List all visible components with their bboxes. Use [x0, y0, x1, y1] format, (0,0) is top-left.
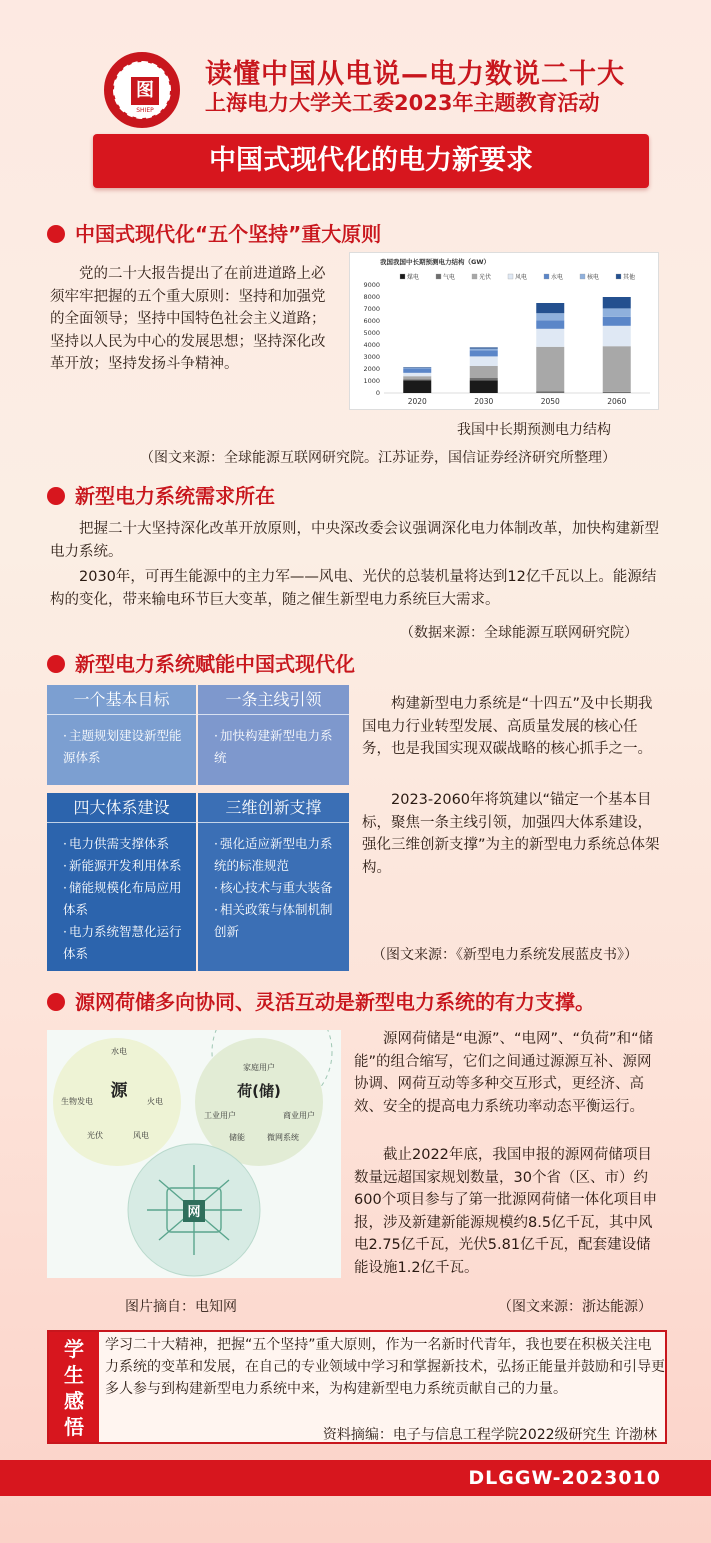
card-list [47, 823, 196, 965]
bar-segment [403, 368, 431, 372]
label-char: 悟 [64, 1415, 84, 1439]
section-2-source: （数据来源：全球能源互联网研究院） [400, 625, 638, 641]
load-item-home: 家庭用户 [243, 1063, 275, 1072]
bar-segment [603, 326, 631, 346]
bar-segment [536, 347, 564, 391]
card-item: · 新能源开发利用体系 [63, 855, 182, 877]
bullet-dot-icon [47, 993, 65, 1011]
source-item-solar: 光伏 [87, 1131, 103, 1140]
bullet-dot-icon [47, 487, 65, 505]
bar-segment [603, 297, 631, 308]
legend-swatch [580, 274, 585, 279]
card-basic-goal [47, 685, 196, 785]
card-four-systems [47, 793, 196, 971]
bar-segment [403, 376, 431, 379]
section-2-para-1: 把握二十大坚持深化改革开放原则，中央深改委会议强调深化电力体制改革，加快构建新型电力系统。 [50, 521, 659, 560]
bar-segment [470, 350, 498, 356]
bullet-dot-icon [47, 225, 65, 243]
card-main-line [198, 685, 349, 785]
section-2-para-2: 2030年，可再生能源中的主力军——风电、光伏的总装机量将达到12亿千瓦以上。能源结构的变化，带来输电环节巨大变革，随之催生新型电力系统巨大需求。 [50, 569, 657, 608]
y-tick-label: 1000 [363, 377, 380, 385]
section-3-para-1: 构建新型电力系统是“十四五”及中长期我国电力行业转型发展、高质量发展的核心任务，也是我国实现双碳战略的核心抓手之一。 [362, 696, 653, 757]
bar-segment [403, 379, 431, 380]
y-tick-label: 0 [375, 389, 380, 397]
y-tick-label: 3000 [363, 353, 380, 361]
y-tick-label: 6000 [363, 317, 380, 325]
card-item: · 加快构建新型电力系统 [214, 725, 335, 769]
legend-label: 煤电 [407, 274, 420, 281]
reflection-label [49, 1332, 99, 1442]
section-1-body: 党的二十大报告提出了在前进道路上必须牢牢把握的五个重大原则：坚持和加强党的全面领导；坚持中国特色社会主义道路；坚持以人民为中心的发展思想；坚持深化改革开放；坚持发扬斗争精神。 [50, 266, 326, 372]
y-tick-label: 4000 [363, 341, 380, 349]
bar-segment [403, 367, 431, 368]
bar-segment [536, 391, 564, 393]
bar-segment [403, 373, 431, 376]
section-4-source: （图文来源：浙达能源） [498, 1299, 652, 1315]
source-label: 源 [110, 1081, 128, 1101]
power-structure-chart [349, 252, 659, 410]
x-tick-label: 2020 [407, 397, 427, 406]
section-2-heading [47, 480, 275, 509]
bar-segment [403, 380, 431, 393]
bar-segment [603, 308, 631, 316]
card-list [198, 823, 349, 943]
bar-segment [603, 346, 631, 392]
legend-swatch [544, 274, 549, 279]
section-4-para-1: 源网荷储是“电源”、“电网”、“负荷”和“储能”的组合缩写，它们之间通过源源互补、源网协调、网荷互动等多种交互形式，更经济、高效、安全的提高电力系统功率动态平衡运行。 [354, 1031, 654, 1115]
bar-segment [536, 313, 564, 320]
x-tick-label: 2050 [540, 397, 560, 406]
section-4-heading [47, 986, 595, 1015]
source-grid-load-storage-diagram [47, 1030, 341, 1278]
card-item: · 相关政策与体制机制创新 [214, 899, 335, 943]
legend-label: 其他 [623, 274, 636, 281]
load-item-industry: 工业用户 [204, 1111, 236, 1120]
chart-svg [350, 253, 660, 411]
bar-segment [536, 320, 564, 328]
y-tick-label: 7000 [363, 305, 380, 313]
y-tick-label: 8000 [363, 293, 380, 301]
bar-segment [470, 347, 498, 348]
card-list [198, 715, 349, 769]
source-item-hydro: 水电 [111, 1047, 127, 1056]
main-banner: 中国式现代化的电力新要求 [93, 134, 649, 188]
section-3-para-2: 2023-2060年将筑建以“锚定一个基本目标，聚焦一条主线引领，加强四大体系建设，强化三维创新支撑”为主的新型电力系统总体架构。 [362, 792, 660, 876]
y-tick-label: 2000 [363, 365, 380, 373]
poster-subtitle: 上海电力大学关工委2023年主题教育活动 [205, 91, 600, 115]
logo-seal-sub: SHIEP [136, 107, 154, 114]
label-char: 学 [64, 1337, 84, 1361]
student-reflection [47, 1330, 667, 1444]
bar-segment [470, 366, 498, 378]
bar-segment [536, 303, 564, 313]
card-item: · 电力系统智慧化运行体系 [63, 921, 182, 965]
source-item-bio: 生物发电 [61, 1097, 93, 1106]
load-label: 荷(储) [237, 1082, 281, 1100]
reflection-source: 资料摘编：电子与信息工程学院2022级研究生 许渤林 [322, 1427, 657, 1443]
bar-segment [603, 392, 631, 393]
load-item-microgrid: 微网系统 [267, 1133, 299, 1142]
card-item: · 强化适应新型电力系统的标准规范 [214, 833, 335, 877]
bullet-dot-icon [47, 655, 65, 673]
card-item: · 核心技术与重大装备 [214, 877, 335, 899]
footer-code: DLGGW-2023010 [468, 1467, 661, 1489]
card-3d-innovation [198, 793, 349, 971]
section-3-heading [47, 648, 355, 677]
card-title: 四大体系建设 [47, 793, 196, 823]
bar-segment [536, 329, 564, 347]
legend-swatch [508, 274, 513, 279]
diagram-svg [47, 1030, 341, 1278]
footer-bar [0, 1460, 711, 1496]
load-item-storage: 储能 [229, 1133, 245, 1142]
legend-swatch [616, 274, 621, 279]
legend-label: 核电 [587, 274, 600, 281]
legend-label: 光伏 [479, 274, 492, 281]
image-caption: 图片摘自：电知网 [125, 1299, 237, 1315]
legend-label: 气电 [443, 274, 456, 281]
legend-label: 风电 [515, 274, 528, 281]
bar-segment [470, 380, 498, 393]
source-item-wind: 风电 [133, 1131, 149, 1140]
section-4-heading-text: 源网荷储多向协同、灵活互动是新型电力系统的有力支撑。 [75, 990, 595, 1014]
card-title: 三维创新支撑 [198, 793, 349, 823]
card-title: 一个基本目标 [47, 685, 196, 715]
legend-swatch [436, 274, 441, 279]
legend-label: 水电 [551, 274, 564, 281]
bar-segment [470, 356, 498, 366]
source-item-thermal: 火电 [147, 1097, 163, 1106]
chart-caption: 我国中长期预测电力结构 [457, 422, 611, 438]
card-list [47, 715, 196, 769]
x-tick-label: 2030 [474, 397, 494, 406]
bar-segment [470, 349, 498, 351]
section-1-heading-text: 中国式现代化“五个坚持”重大原则 [75, 222, 382, 246]
label-char: 生 [64, 1363, 84, 1387]
section-4-para-2: 截止2022年底，我国申报的源网荷储项目数量远超国家规划数量，30个省（区、市）约600个项目参与了第一批源网荷储一体化项目申报，涉及新建新能源规模约8.5亿千瓦，其中风电2.75亿千瓦，光伏5.81亿千瓦，配套建设储能设施1.2亿千瓦。 [354, 1147, 658, 1276]
card-item: · 储能规模化布局应用体系 [63, 877, 182, 921]
x-tick-label: 2060 [607, 397, 627, 406]
y-tick-label: 9000 [363, 281, 380, 289]
bar-segment [470, 378, 498, 380]
bar-segment [403, 368, 431, 369]
section-3-source: （图文来源：《新型电力系统发展蓝皮书》） [372, 947, 638, 963]
card-item: · 电力供需支撑体系 [63, 833, 182, 855]
card-title: 一条主线引领 [198, 685, 349, 715]
bar-segment [603, 317, 631, 326]
university-logo [104, 52, 180, 128]
poster-title: 读懂中国从电说—电力数说二十大 [205, 59, 625, 90]
grid-label: 网 [187, 1205, 201, 1220]
chart-title: 我国我国中长期预测电力结构（GW） [380, 258, 491, 266]
section-1-source: （图文来源：全球能源互联网研究院。江苏证券，国信证券经济研究所整理） [140, 450, 616, 466]
label-char: 感 [64, 1389, 84, 1413]
legend-swatch [400, 274, 405, 279]
load-item-commercial: 商业用户 [283, 1111, 315, 1120]
section-1-heading [47, 218, 381, 247]
legend-swatch [472, 274, 477, 279]
reflection-text: 学习二十大精神，把握“五个坚持”重大原则，作为一名新时代青年，我也要在积极关注电力系统的变革和发展，在自己的专业领域中学习和掌握新技术，弘扬正能量并鼓励和引导更多人参与到构建新型电力系统中来，为构建新型电力系统贡献自己的力量。 [105, 1337, 665, 1397]
logo-seal: 图 [131, 77, 159, 105]
card-item: · 主题规划建设新型能源体系 [63, 725, 182, 769]
section-3-heading-text: 新型电力系统赋能中国式现代化 [75, 652, 355, 676]
y-tick-label: 5000 [363, 329, 380, 337]
section-2-heading-text: 新型电力系统需求所在 [75, 484, 275, 508]
